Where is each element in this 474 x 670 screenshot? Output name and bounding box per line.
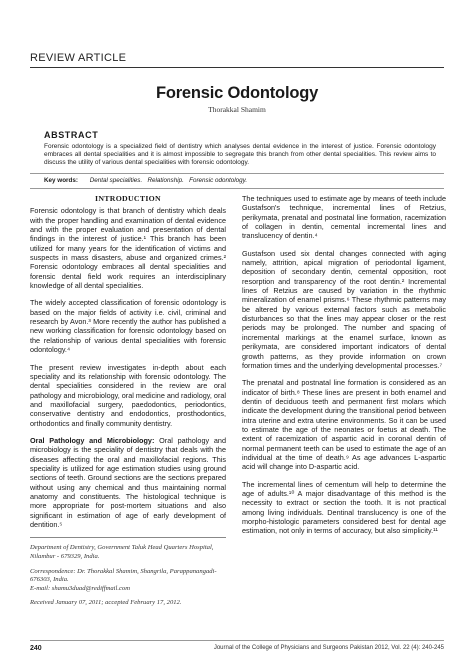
article-type-label: REVIEW ARTICLE [30, 52, 127, 64]
header-rule [30, 67, 444, 68]
paragraph: The prenatal and postnatal line formation is considered as an indicator of birth.⁸ These lines are present in both enamel and dentin of deciduous teeth and permanent first molars which indicate the development during the transitional period between intra uterine and extra uterine environments. So it can be used to estimate the age of the neonates or foetus at death. The extent of racemization of aspartic acid in coronal dentin of normal permanent teeth can be used to estimate the age of an individual at the time of death.⁹ As age advances L-aspartic acid will change into D-aspartic acid. [242, 378, 446, 472]
page-number: 240 [30, 645, 42, 652]
article-title: Forensic Odontology [155, 84, 319, 102]
left-column [30, 194, 226, 608]
paragraph: The incremental lines of cementum will help to determine the age of adults.¹⁰ A major disadvantage of this method is the necessity to extract or section the tooth. It is not practical among living individuals. Dentinal translucency is one of the morpho-histologic parameters considered best for dental age estimation, not only in terms of accuracy, but also simplicity.¹¹ [242, 479, 446, 536]
footer-rule [30, 640, 444, 641]
abstract-heading: ABSTRACT [44, 130, 99, 140]
keywords-row [44, 177, 247, 184]
paragraph: The techniques used to estimate age by means of teeth include Gustafson's technique, incremental lines of Retzius, perikymata, prenatal and postnatal line formation, racemization of collagen in dentin, cemental incremental lines and translucency of dentin.⁴ [242, 194, 446, 241]
subsection-heading: Oral Pathology and Microbiology: [30, 435, 155, 445]
keywords-rule-top [30, 173, 444, 174]
paragraph: The present review investigates in-depth about each speciality and its relationship with forensic odontology. The dental specialities considered in the review are oral pathology and microbiology, oral medicine and radiology, oral and maxillofacial surgery, paedodontics, periodontics, conservative dentistry and endodontics, prosthodontics, orthodontics and finally community dentistry. [30, 362, 226, 428]
right-column [242, 194, 446, 544]
affiliation-block [30, 544, 226, 608]
email: E-mail: shamu3duad@rediffmail.com [30, 584, 130, 592]
keywords-label: Key words: [44, 177, 78, 184]
paragraph [30, 436, 226, 529]
keywords-rule-bottom [30, 188, 444, 189]
paragraph-text: Oral pathology and microbiology is the speciality of dentistry that deals with the diseases affecting the oral and maxillofacial regions. This speciality is utilized for age estimation studies using ground sections of teeth. Ground sections are the sections prepared without using any chemical and thus maintaining normal anatomy and constituents. The histological technique is more appropriate for post-mortem situations and also significant in estimation of age of early development of dentition.⁵ [30, 435, 226, 529]
paragraph: Gustafson used six dental changes connected with aging namely, attrition, apical migration of periodontal ligament, deposition of secondary dentin, cemental opposition, root resorption and transparency of the root dentin.² Incremental lines of Retzius are caused by variation in the rhythmic mineralization of enamel prisms.⁶ These rhythmic patterns may be altered by various external factors such as metabolic disturbances so that the lines may appear closer or the rest periods may be prolonged. The number and spacing of incremental markings at the enamel surface, known as perikymata, are considered important indicators of dental growth patterns, as they provide information on crown formation times and the underlying developmental processes.⁷ [242, 248, 446, 370]
paragraph: The widely accepted classification of forensic odontology is based on the major fields of activity i.e. civil, criminal and research by Avon.³ More recently the author has published a new working classification for forensic odontology based on the relationship of various dental specialities with forensic odontology.⁴ [30, 298, 226, 355]
department-affiliation: Department of Dentistry, Government Taluk Head Quarters Hospital, Nilambur - 679329, India. [30, 544, 214, 560]
correspondence: Correspondence: Dr. Thorakkal Shamim, Shangrila, Parappanangadi-676303, India. [30, 567, 217, 584]
received-dates: Received January 07, 2011; accepted February 17, 2012. [30, 599, 182, 607]
introduction-heading: INTRODUCTION [95, 194, 161, 203]
abstract-text: Forensic odontology is a specialized field of dentistry which analyses dental evidence in the interest of justice. Forensic odontology embraces all dental specialities and it is almost impossible to segregate this branch from other dental specialities. This review aims to discuss the utility of various dental specialities with forensic odontology. [44, 143, 436, 167]
paragraph: Forensic odontology is that branch of dentistry which deals with the proper handling and examination of dental evidence and with the proper evaluation and presentation of dental findings in the interest of justice.¹ This branch has been utilized for many years for the identification of victims and suspects in mass disasters, abuse and organized crimes.² Forensic odontology embraces all dental specialities and forensic dental field work requires an interdisciplinary knowledge of all dental specialities. [30, 206, 226, 291]
journal-citation: Journal of the College of Physicians and Surgeons Pakistan 2012, Vol. 22 (4): 240-245 [213, 645, 444, 651]
affiliation-rule [30, 537, 226, 538]
keywords-values: Dental specialities. Relationship. Forensic odontology. [89, 177, 248, 184]
author-name: Thorakkal Shamim [208, 105, 266, 114]
